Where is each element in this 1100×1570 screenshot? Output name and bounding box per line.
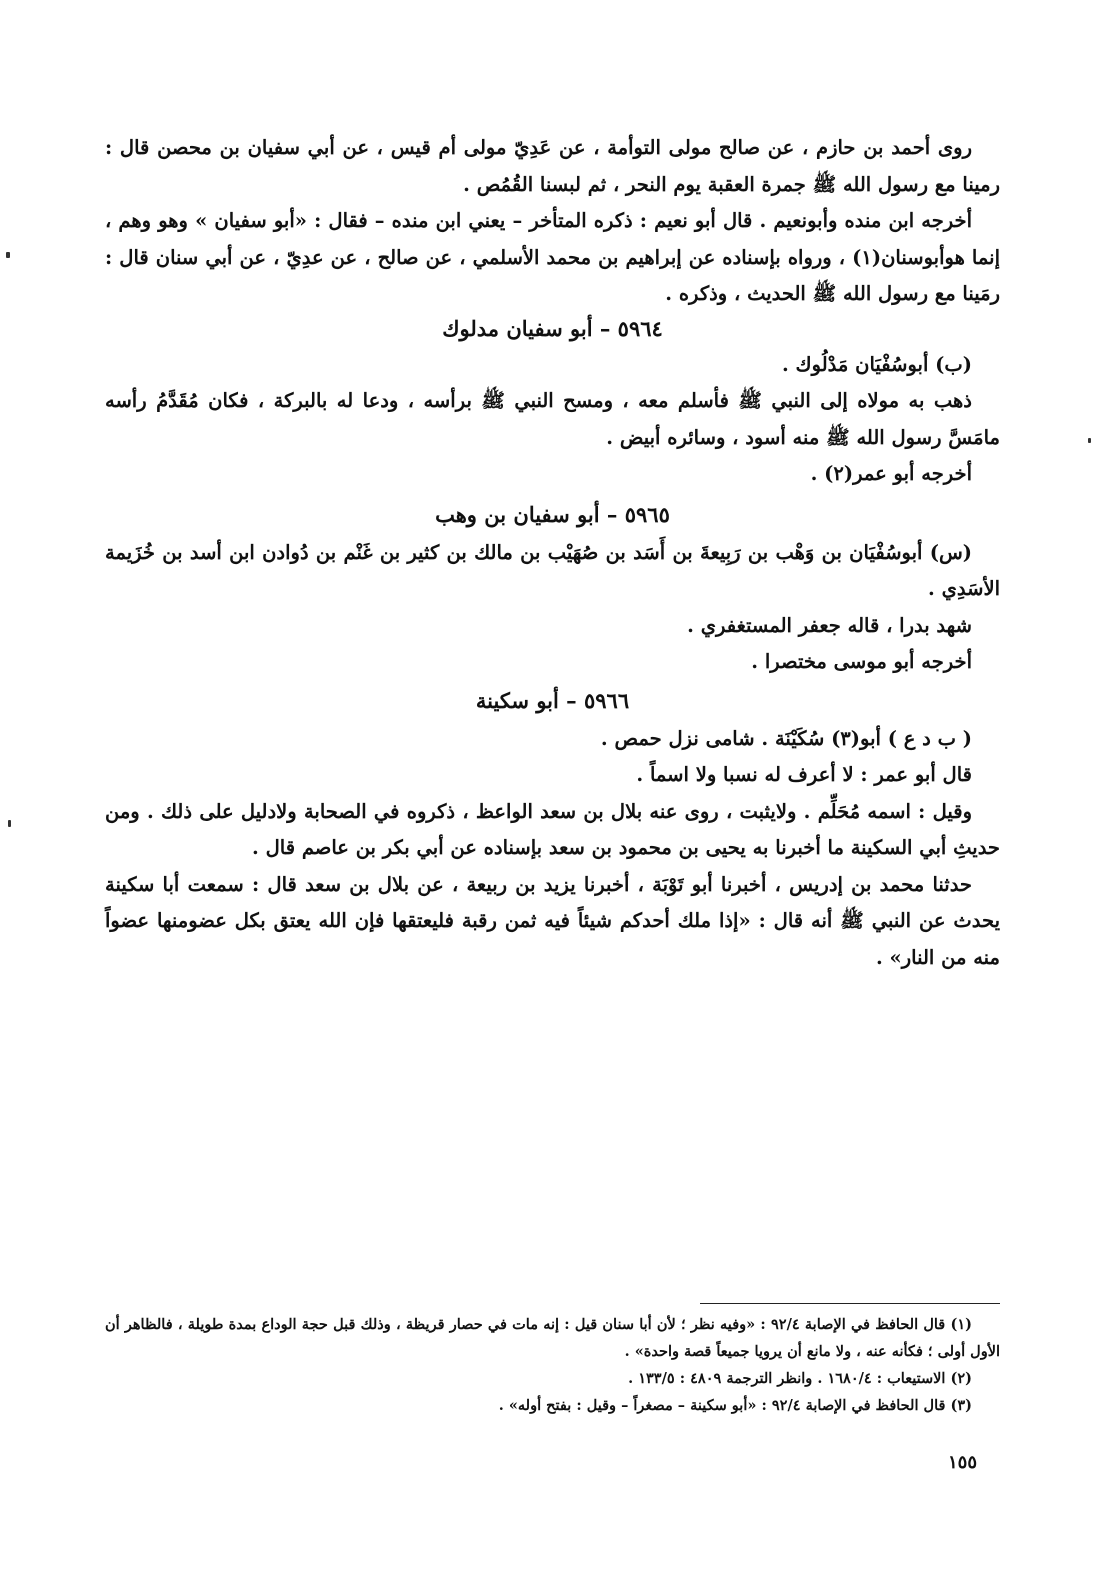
entry-heading-5964: ٥٩٦٤ – أبو سفيان مدلوك [442,315,663,341]
paragraph-3: (ب) أبوسُفْيَان مَدْلُوك . [781,352,972,376]
paragraph-5: أخرجه أبو عمر(٢) . [810,462,972,485]
paragraph-9: ( ب د ع ) أبو(٣) سُكَيْنَة . شامى نزل حمص . [600,726,972,750]
scan-speck [1088,438,1091,443]
footnote-3: (٣) قال الحافظ في الإصابة ٩٢/٤ : «أبو سكينة – مصغراً – وقيل : بفتح أوله» . [498,1397,972,1414]
paragraph-7: شهد بدرا ، قاله جعفر المستغفري . [687,613,972,637]
page-number: ١٥٥ [948,1452,978,1473]
paragraph-8: أخرجه أبو موسى مختصرا . [751,650,972,673]
page-body [105,130,1000,976]
scan-speck [6,252,10,258]
paragraph-4: ذهب به مولاه إلى النبي ﷺ فأسلم معه ، ومسح النبي ﷺ برأسه ، ودعا له بالبركة ، فكان مُقَدَّمُ رأسه مامَسَّ رسول الله ﷺ منه أسود ، وسائره أبيض . [105,389,1000,449]
paragraph-11: وقيل : اسمه مُحَلِّم . ولايثبت ، روى عنه بلال بن سعد الواعظ ، ذكروه في الصحابة ولادليل على ذلك . ومن حديثِ أبي السكينة ما أخبرنا به يحيى بن محمود بن سعد بإسناده عن أبي بكر بن عاصم قال . [105,799,1000,859]
footnotes [105,1311,1000,1419]
paragraph-10: قال أبو عمر : لا أعرف له نسبا ولا اسماً . [636,763,972,786]
paragraph-6: (س) أبوسُفْيَان بن وَهْب بن رَبِيعةَ بن أَسَد بن صُهَيْب بن مالك بن كثير بن غَنْم بن دُوادن ابن أسد بن خُزَيمة الأسَدِي . [105,540,1000,600]
paragraph-2: أخرجه ابن منده وأبونعيم . قال أبو نعيم : ذكره المتأخر – يعني ابن منده – فقال : «أبو سفيان » وهو وهم ، إنما هوأبوسنان(١) ، ورواه بإسناده عن إبراهيم بن محمد الأسلمي ، عن صالح ، عن عدِيّ ، عن أبي سنان قال : رمَينا مع رسول الله ﷺ الحديث ، وذكره . [105,209,1000,305]
scan-speck [8,820,11,827]
paragraph-12: حدثنا محمد بن إدريس ، أخبرنا أبو تَوْبَة ، أخبرنا يزيد بن ربيعة ، عن بلال بن سعد قال : سمعت أبا سكينة يحدث عن النبي ﷺ أنه قال : «إذا ملك أحدكم شيئاً فيه ثمن رقبة فليعتقها فإن الله يعتق بكل عضومنها عضواً منه من النار» . [105,872,1000,969]
entry-heading-5965: ٥٩٦٥ – أبو سفيان بن وهب [435,501,670,527]
footnote-divider [700,1303,1000,1304]
paragraph-1: روى أحمد بن حازم ، عن صالح مولى التوأمة ، عن عَدِيّ مولى أم قيس ، عن أبي سفيان بن محصن قال : رمينا مع رسول الله ﷺ جمرة العقبة يوم النحر ، ثم لبسنا القُمُص . [105,136,1000,196]
footnote-1: (١) قال الحافظ في الإصابة ٩٢/٤ : «وفيه نظر ؛ لأن أبا سنان قيل : إنه مات في حصار قريظة ، وذلك قبل حجة الوداع بمدة طويلة ، فالظاهر أن الأول أولى ؛ فكأنه عنه ، ولا مانع أن يرويا جميعاً قصة واحدة» . [105,1316,1000,1360]
entry-heading-5966: ٥٩٦٦ – أبو سكينة [475,687,630,713]
footnote-2: (٢) الاستيعاب : ١٦٨٠/٤ . وانظر الترجمة ٤٨٠٩ : ١٣٣/٥ . [628,1370,972,1387]
